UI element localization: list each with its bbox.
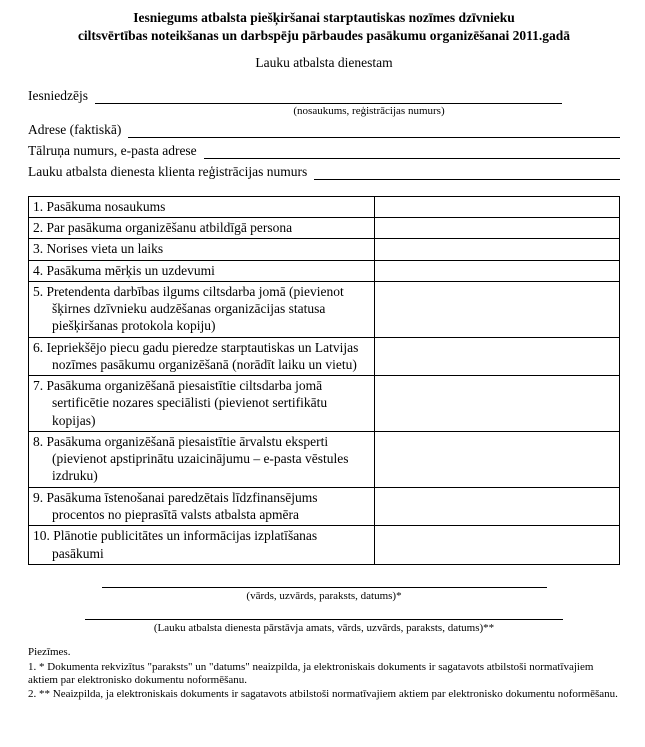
notes-heading: Piezīmes.: [28, 646, 71, 659]
table-row: [29, 487, 620, 526]
question-cell: [29, 281, 375, 337]
answer-cell[interactable]: [374, 239, 619, 260]
table-row: [29, 526, 620, 565]
signature-block-lad: [28, 619, 620, 635]
lad-klienta-numurs-label: Lauku atbalsta dienesta klienta reģistrācijas numurs: [28, 163, 308, 179]
field-talruna-epasts: [28, 143, 620, 159]
signature-block-applicant: [28, 587, 620, 603]
field-adrese: [28, 122, 620, 138]
question-label: Pasākuma mērķis un uzdevumi: [46, 262, 215, 278]
question-cell: [29, 260, 375, 281]
notes-section: [28, 646, 620, 702]
answer-cell[interactable]: [374, 281, 619, 337]
question-label: Pretendenta darbības ilgums ciltsdarba jomā (pievienot šķirnes dzīvnieku audzēšanas organizācijas statusa piešķiršanas protokola kopiju): [46, 283, 344, 334]
question-label: Pasākuma organizēšanā piesaistītie ciltsdarba jomā sertificētie nozares speciālisti (pievienot sertifikātu kopijas): [46, 378, 328, 428]
question-number: 8.: [33, 433, 44, 449]
note-item-2: 2. ** Neaizpilda, ja elektroniskais dokuments ir sagatavots atbilstoši normatīvajiem aktiem par elektronisko dokumentu noformēšanu.: [28, 688, 618, 701]
table-row: [29, 337, 620, 376]
question-number: 3.: [33, 241, 44, 257]
question-cell: [29, 196, 375, 217]
signature-caption-lad: (Lauku atbalsta dienesta pārstāvja amats, vārds, uzvārds, paraksts, datums)**: [153, 621, 495, 634]
field-iesniedzejs: [28, 88, 620, 104]
talruna-epasts-fill-line[interactable]: [204, 144, 620, 159]
field-lad-klienta-numurs: [28, 164, 620, 180]
question-label: Iepriekšējo piecu gadu pieredze starptautiskas un Latvijas nozīmes pasākumu organizēšanā (norādīt laiku un vietu): [46, 339, 359, 372]
question-label: Pasākuma organizēšanā piesaistītie ārvalstu eksperti (pievienot apstiprinātu uzaicinājumu – e-pasta vēstules izdruku): [46, 433, 349, 484]
answer-cell[interactable]: [374, 196, 619, 217]
question-number: 4.: [33, 262, 44, 278]
question-cell: [29, 217, 375, 238]
question-cell: [29, 337, 375, 376]
question-label: Par pasākuma organizēšanu atbildīgā persona: [46, 219, 293, 235]
answer-cell[interactable]: [374, 376, 619, 432]
question-number: 10.: [33, 528, 50, 544]
table-row: [29, 431, 620, 487]
question-cell: [29, 376, 375, 432]
table-row: [29, 196, 620, 217]
answer-cell[interactable]: [374, 260, 619, 281]
question-cell: [29, 526, 375, 565]
iesniedzejs-hint: (nosaukums, reģistrācijas numurs): [293, 104, 445, 117]
question-label: Norises vieta un laiks: [46, 241, 164, 257]
question-cell: [29, 487, 375, 526]
adrese-fill-line[interactable]: [128, 123, 620, 138]
table-row: [29, 239, 620, 260]
question-label: Pasākuma īstenošanai paredzētais līdzfinansējums procentos no pieprasītā valsts atbalsta apmēra: [46, 489, 318, 522]
signature-line-applicant[interactable]: [102, 587, 547, 588]
question-cell: [29, 239, 375, 260]
note-item-1: 1. * Dokumenta rekvizītus "paraksts" un "datums" neaizpilda, ja elektroniskais dokuments ir sagatavots atbilstoši normatīvajiem aktiem par elektronisko dokumentu noformēšanu.: [28, 660, 594, 686]
form-addressee: Lauku atbalsta dienestam: [255, 54, 393, 70]
form-title-line-2: ciltsvērtības noteikšanas un darbspēju pārbaudes pasākumu organizēšanai 2011.gadā: [77, 27, 571, 43]
form-title: [28, 9, 620, 45]
question-number: 9.: [33, 489, 44, 505]
questions-table: [28, 196, 620, 565]
table-row: [29, 260, 620, 281]
answer-cell[interactable]: [374, 526, 619, 565]
answer-cell[interactable]: [374, 431, 619, 487]
question-number: 2.: [33, 219, 44, 235]
question-label: Plānotie publicitātes un informācijas izplatīšanas pasākumi: [52, 528, 318, 561]
form-title-line-1: Iesniegums atbalsta piešķiršanai starptautiskas nozīmes dzīvnieku: [133, 10, 515, 25]
answer-cell[interactable]: [374, 337, 619, 376]
table-row: [29, 281, 620, 337]
iesniedzejs-label: Iesniedzējs: [28, 87, 88, 103]
adrese-label: Adrese (faktiskā): [28, 121, 122, 137]
question-number: 1.: [33, 198, 44, 214]
question-number: 6.: [33, 339, 44, 355]
lad-klienta-numurs-fill-line[interactable]: [314, 165, 620, 180]
question-cell: [29, 431, 375, 487]
question-label: Pasākuma nosaukums: [46, 198, 166, 214]
signature-caption-applicant: (vārds, uzvārds, paraksts, datums)*: [246, 589, 402, 602]
talruna-epasts-label: Tālruņa numurs, e-pasta adrese: [28, 142, 197, 158]
signature-line-lad[interactable]: [85, 619, 563, 620]
answer-cell[interactable]: [374, 487, 619, 526]
table-row: [29, 217, 620, 238]
table-row: [29, 376, 620, 432]
applicant-fields: [28, 88, 620, 180]
iesniedzejs-fill-line[interactable]: [95, 89, 562, 104]
answer-cell[interactable]: [374, 217, 619, 238]
question-number: 5.: [33, 283, 44, 299]
question-number: 7.: [33, 378, 44, 394]
